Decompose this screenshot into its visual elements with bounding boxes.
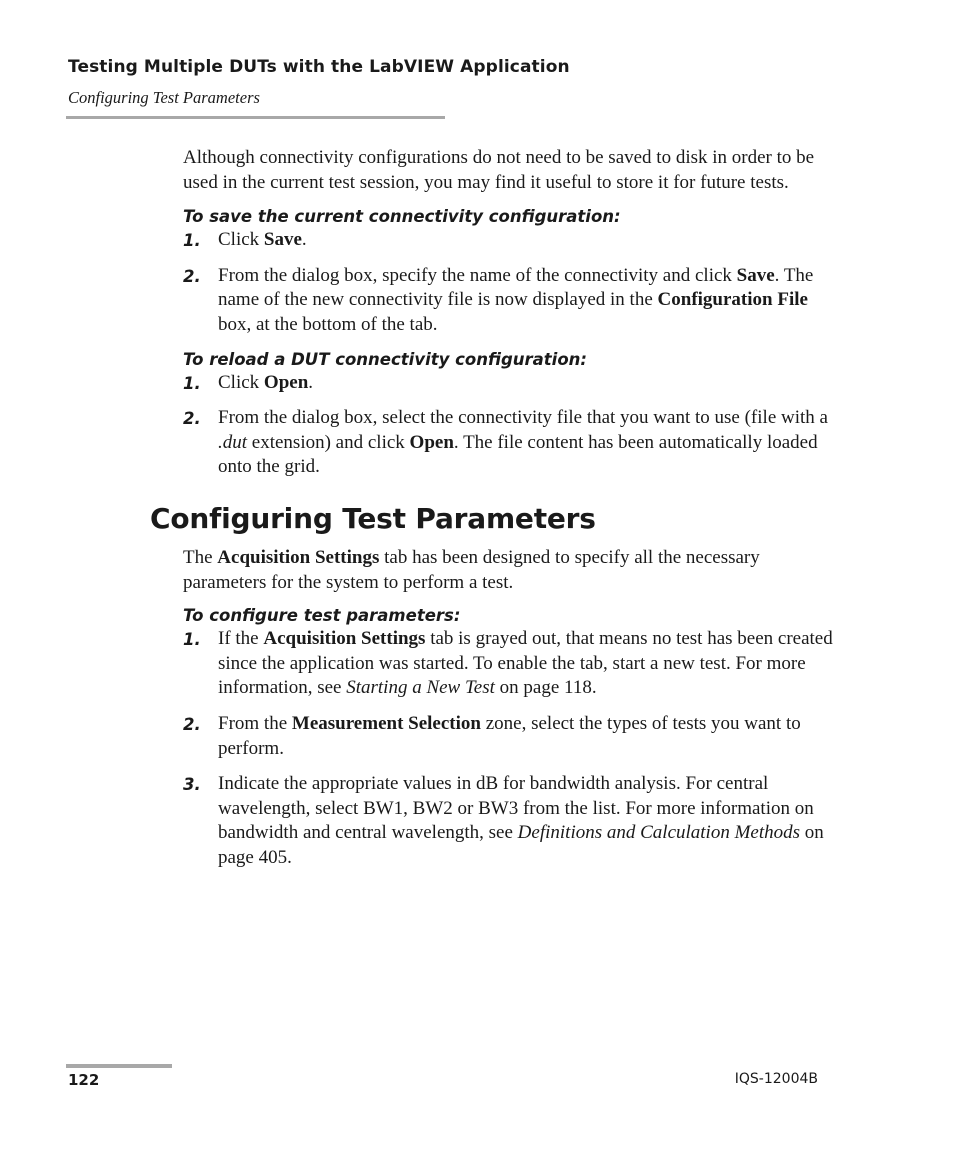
page-body [150,146,833,881]
procedure-heading: To configure test parameters: [183,606,461,626]
body-text: The [183,546,218,568]
step-text: on page 405. [218,822,824,868]
step-text: . [308,371,314,393]
step-item [183,712,833,761]
step-text: Indicate the appropriate values in dB for bandwidth analysis. For central wavelength, select BW1, BW2 or BW3 from the list. For more information on bandwidth and central wavelength, see [218,773,814,844]
reload-procedure [183,349,833,480]
ui-term: Open [409,431,454,453]
step-item [183,264,833,338]
step-text: Click [218,229,264,251]
step-text: From the dialog box, select the connectivity file that you want to use (file with a [218,407,828,429]
procedure-heading: To save the current connectivity configuration: [183,207,621,227]
step-text: From the dialog box, specify the name of the connectivity and click [218,264,737,286]
ui-term: Measurement Selection [291,712,481,734]
step-item [183,772,833,870]
running-header-title: Testing Multiple DUTs with the LabVIEW Application [68,57,570,77]
section-intro [183,546,833,595]
cross-reference-link[interactable]: Definitions and Calculation Methods [517,822,801,844]
ui-term: Acquisition Settings [263,628,426,650]
step-number: 3. [183,775,201,795]
step-item [183,406,833,480]
step-text: . The name of the new connectivity file is now displayed in the [218,264,814,311]
configure-procedure [183,605,833,870]
step-list [183,627,833,870]
header-divider [66,116,445,119]
step-text: . [301,229,307,251]
step-text: tab is grayed out, that means no test has been created since the application was started. To enable the tab, start a new test. For more information, see [218,628,833,699]
document-id: IQS-12004B [734,1071,818,1087]
ui-term: Acquisition Settings [217,546,380,568]
body-text: tab has been designed to specify all the necessary parameters for the system to perform a test. [183,546,760,593]
step-number: 1. [183,373,201,393]
step-number: 2. [183,409,201,429]
step-number: 1. [183,630,201,650]
step-text: on page 118. [494,677,597,699]
cross-reference-link[interactable]: Starting a New Test [346,677,495,699]
footer-divider [66,1064,172,1068]
intro-paragraph: Although connectivity configurations do not need to be saved to disk in order to be used in the current test session, you may find it useful to store it for future tests. [183,147,815,193]
step-list [183,228,833,337]
step-list [183,371,833,480]
step-number: 2. [183,266,201,286]
running-header-subtitle: Configuring Test Parameters [68,88,260,107]
section-heading: Configuring Test Parameters [150,501,596,535]
step-text: From the [218,712,292,734]
step-item [183,627,833,701]
ui-term: Save [736,264,775,286]
ui-term: Open [263,371,309,393]
ui-term: Save [263,229,302,251]
step-text: extension) and click [247,431,410,453]
step-text: . The file content has been automatically loaded onto the grid. [218,431,818,478]
step-text: Click [218,371,264,393]
step-number: 2. [183,714,201,734]
file-extension: .dut [218,431,248,453]
save-procedure [183,206,833,337]
step-text: zone, select the types of tests you want to perform. [218,712,801,759]
procedure-heading: To reload a DUT connectivity configuration: [183,349,588,369]
step-text: If the [218,628,264,650]
step-text: box, at the bottom of the tab. [218,313,438,335]
step-number: 1. [183,231,201,251]
page-number: 122 [68,1071,100,1089]
ui-term: Configuration File [657,289,808,311]
step-item [183,371,833,396]
step-item [183,228,833,253]
